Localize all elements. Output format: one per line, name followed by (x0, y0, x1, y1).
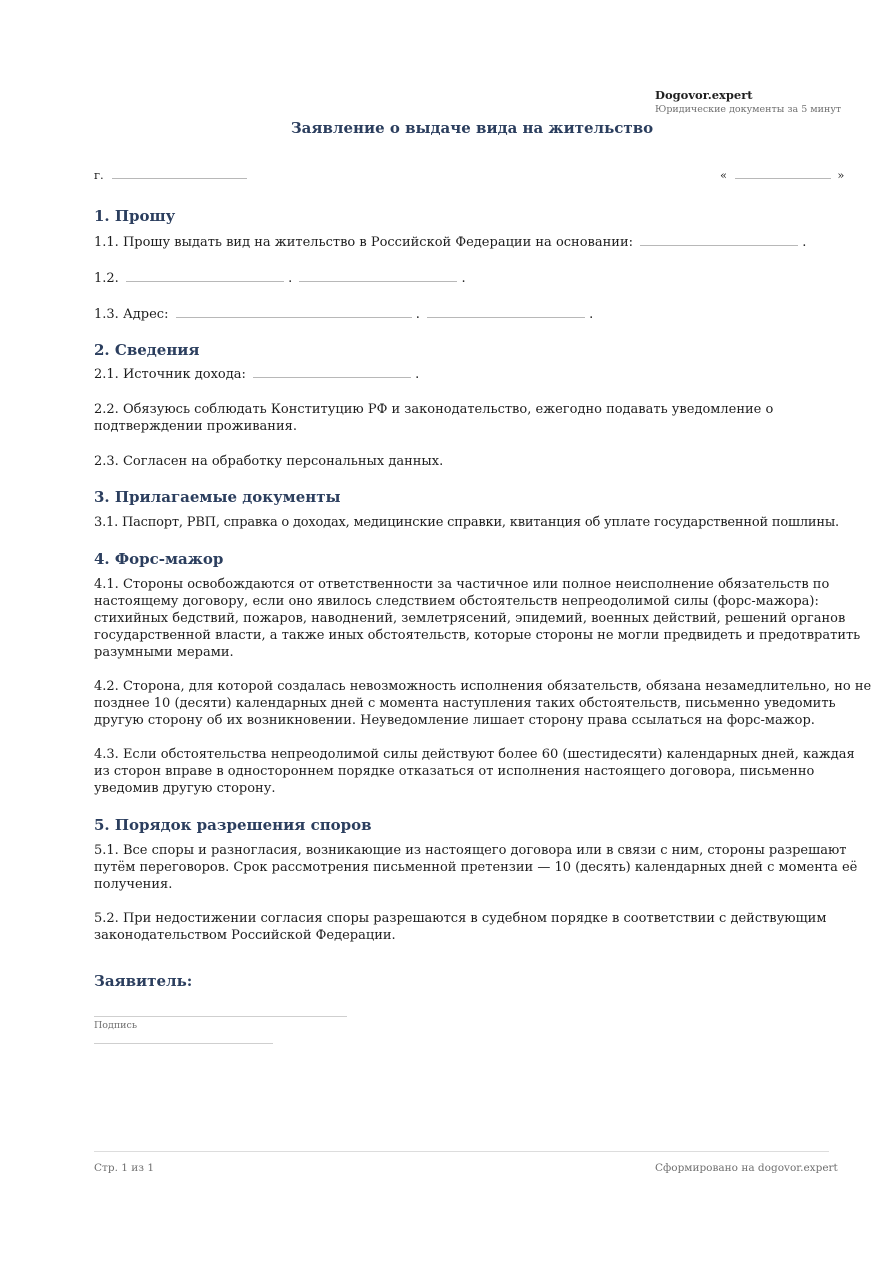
clause-1-2-blank-a[interactable] (126, 269, 284, 282)
clause-1-2-sep: . (288, 271, 293, 286)
footer-divider (94, 1151, 829, 1152)
clause-2-1-end: . (415, 367, 420, 382)
clause-3-1: 3.1. Паспорт, РВП, справка о доходах, медицинские справки, квитанция об уплате государственной пошлины. (94, 515, 839, 530)
brand-tagline: Юридические документы за 5 минут (655, 104, 842, 115)
section-heading-3: 3. Прилагаемые документы (94, 488, 341, 506)
date-field (720, 166, 844, 182)
clause-1-2 (94, 269, 874, 287)
document-title: Заявление о выдаче вида на жительство (290, 119, 654, 137)
clause-2-1-text: 2.1. Источник дохода: (94, 367, 246, 382)
name-line[interactable] (94, 1043, 273, 1044)
clause-2-2: 2.2. Обязуюсь соблюдать Конституцию РФ и законодательство, ежегодно подавать уведомление о подтверждении проживания. (94, 402, 774, 434)
clause-1-1-end: . (802, 235, 807, 250)
clause-1-2-end: . (461, 271, 466, 286)
clause-4-3: 4.3. Если обстоятельства непреодолимой силы действуют более 60 (шестидесяти) календарных дней, каждая из сторон вправе в одностороннем порядке отказаться от исполнения настоящего договора, письменно уведомив другую сторону. (94, 747, 855, 796)
address-blank-b[interactable] (427, 305, 585, 318)
clause-1-3-end: . (589, 307, 594, 322)
clause-2-3: 2.3. Согласен на обработку персональных данных. (94, 454, 444, 469)
clause-4-2: 4.2. Сторона, для которой создалась невозможность исполнения обязательств, обязана незамедлительно, но не позднее 10 (десяти) календарных дней с момента наступления таких обстоятельств, письменно уведомить другую сторону об их возникновении. Неуведомление лишает сторону права ссылаться на форс-мажор. (94, 679, 872, 728)
page-number: Стр. 1 из 1 (94, 1162, 155, 1174)
section-heading-5: 5. Порядок разрешения споров (94, 816, 372, 834)
date-open-quote: « (720, 168, 728, 182)
clause-1-3 (94, 305, 874, 323)
generated-note: Сформировано на dogovor.expert (655, 1162, 838, 1174)
clause-5-1: 5.1. Все споры и разногласия, возникающие из настоящего договора или в связи с ним, стороны разрешают путём переговоров. Срок рассмотрения письменной претензии — 10 (десять) календарных дней с момента её получения. (94, 843, 858, 892)
brand-block (655, 88, 855, 117)
applicant-heading: Заявитель: (94, 972, 193, 990)
city-prefix: г. (94, 168, 104, 182)
signature-line[interactable] (94, 1016, 347, 1017)
income-source-blank[interactable] (253, 365, 411, 378)
date-blank[interactable] (735, 166, 831, 179)
clause-1-3-text: 1.3. Адрес: (94, 307, 169, 322)
brand-name: Dogovor.expert (655, 88, 753, 102)
clause-1-2-blank-b[interactable] (299, 269, 457, 282)
city-blank[interactable] (112, 166, 247, 179)
section-heading-4: 4. Форс-мажор (94, 550, 224, 568)
section-heading-2: 2. Сведения (94, 341, 200, 359)
address-blank-a[interactable] (176, 305, 412, 318)
clause-2-1 (94, 365, 874, 383)
signature-label: Подпись (94, 1020, 138, 1031)
signature-block (94, 970, 494, 1031)
date-close-quote: » (837, 168, 845, 182)
clause-1-1-text: 1.1. Прошу выдать вид на жительство в Российской Федерации на основании: (94, 235, 633, 250)
section-heading-1: 1. Прошу (94, 207, 176, 225)
clause-5-2: 5.2. При недостижении согласия споры разрешаются в судебном порядке в соответствии с действующим законодательством Российской Федерации. (94, 911, 827, 943)
basis-blank[interactable] (640, 233, 798, 246)
document-body (94, 205, 874, 944)
clause-1-2-text: 1.2. (94, 271, 119, 286)
city-field (94, 166, 247, 182)
clause-1-1 (94, 233, 874, 251)
clause-4-1: 4.1. Стороны освобождаются от ответственности за частичное или полное неисполнение обязательств по настоящему договору, если оно явилось следствием обстоятельств непреодолимой силы (форс-мажора): стихийных бедствий, пожаров, наводнений, землетрясений, эпидемий, военных действий, решений органов государственной власти, а также иных обстоятельств, которые стороны не могли предвидеть и предотвратить разумными мерами. (94, 577, 861, 660)
clause-1-3-sep: . (415, 307, 420, 322)
